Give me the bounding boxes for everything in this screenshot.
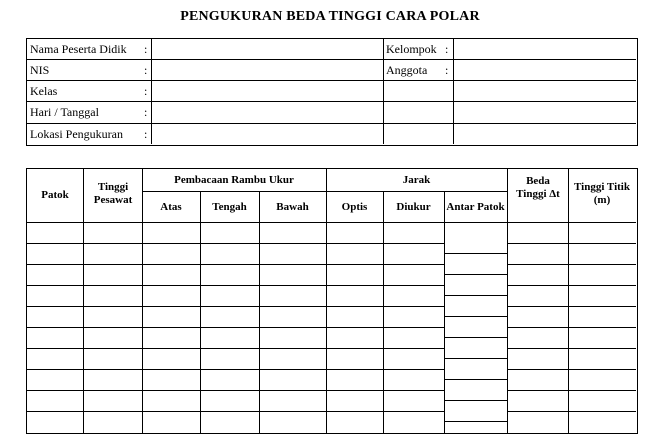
label-lokasi-pengukuran: Lokasi Pengukuran xyxy=(30,127,123,141)
table-row-line xyxy=(507,369,636,370)
header-patok: Patok xyxy=(41,189,69,201)
table-row-line xyxy=(27,369,444,370)
antar-patok-line xyxy=(444,400,507,401)
antar-patok-line xyxy=(444,421,507,422)
page-title: PENGUKURAN BEDA TINGGI CARA POLAR xyxy=(180,9,480,24)
colon: : xyxy=(445,63,449,77)
table-row-line xyxy=(507,348,636,349)
table-row-line xyxy=(507,243,636,244)
antar-patok-line xyxy=(444,358,507,359)
header-diukur: Diukur xyxy=(396,201,431,213)
header-pembacaan-rambu-ukur: Pembacaan Rambu Ukur xyxy=(174,174,294,186)
table-row-line xyxy=(27,264,444,265)
header-tengah: Tengah xyxy=(212,201,247,213)
table-row-line xyxy=(507,390,636,391)
antar-patok-line xyxy=(444,316,507,317)
table-row-line xyxy=(27,285,444,286)
colon: : xyxy=(144,105,148,119)
hari-tanggal-field[interactable] xyxy=(152,102,382,123)
antar-patok-line xyxy=(444,295,507,296)
colon: : xyxy=(144,84,148,98)
colon: : xyxy=(144,63,148,77)
label-nama-peserta-didik: Nama Peserta Didik xyxy=(30,42,127,56)
header-antar-patok: Antar Patok xyxy=(446,201,505,213)
label-nis: NIS xyxy=(30,63,50,77)
kelompok-field[interactable] xyxy=(454,39,634,59)
header-tinggi-pesawat: Tinggi Pesawat xyxy=(93,181,133,206)
label-kelas: Kelas xyxy=(30,84,58,98)
antar-patok-line xyxy=(444,337,507,338)
table-row-line xyxy=(507,411,636,412)
identity-section xyxy=(26,38,638,146)
label-hari-tanggal: Hari / Tanggal xyxy=(30,105,99,119)
kelas-field[interactable] xyxy=(152,81,382,101)
anggota-field[interactable] xyxy=(454,60,634,144)
label-kelompok: Kelompok xyxy=(386,42,437,56)
table-row-line xyxy=(27,327,444,328)
header-atas: Atas xyxy=(160,201,182,213)
header-bawah: Bawah xyxy=(276,201,309,213)
nis-field[interactable] xyxy=(152,60,382,80)
table-row-line xyxy=(507,327,636,328)
header-optis: Optis xyxy=(341,201,368,213)
table-row-line xyxy=(27,411,444,412)
header-beda-tinggi: Beda Tinggi Δt xyxy=(516,175,560,200)
table-row-line xyxy=(507,285,636,286)
header-jarak: Jarak xyxy=(402,174,431,186)
colon: : xyxy=(144,127,148,141)
table-row-line xyxy=(27,348,444,349)
table-row-line xyxy=(27,306,444,307)
colon: : xyxy=(144,42,148,56)
lokasi-pengukuran-field[interactable] xyxy=(152,124,382,144)
table-row-line xyxy=(507,306,636,307)
nama-peserta-didik-field[interactable] xyxy=(152,39,382,59)
header-tinggi-titik: Tinggi Titik (m) xyxy=(574,181,630,206)
measurement-table xyxy=(26,168,638,434)
antar-patok-line xyxy=(444,253,507,254)
table-row-line xyxy=(27,390,444,391)
antar-patok-line xyxy=(444,379,507,380)
colon: : xyxy=(445,42,449,56)
table-row-line xyxy=(27,243,444,244)
label-anggota: Anggota xyxy=(386,63,428,77)
antar-patok-line xyxy=(444,274,507,275)
table-row-line xyxy=(507,264,636,265)
